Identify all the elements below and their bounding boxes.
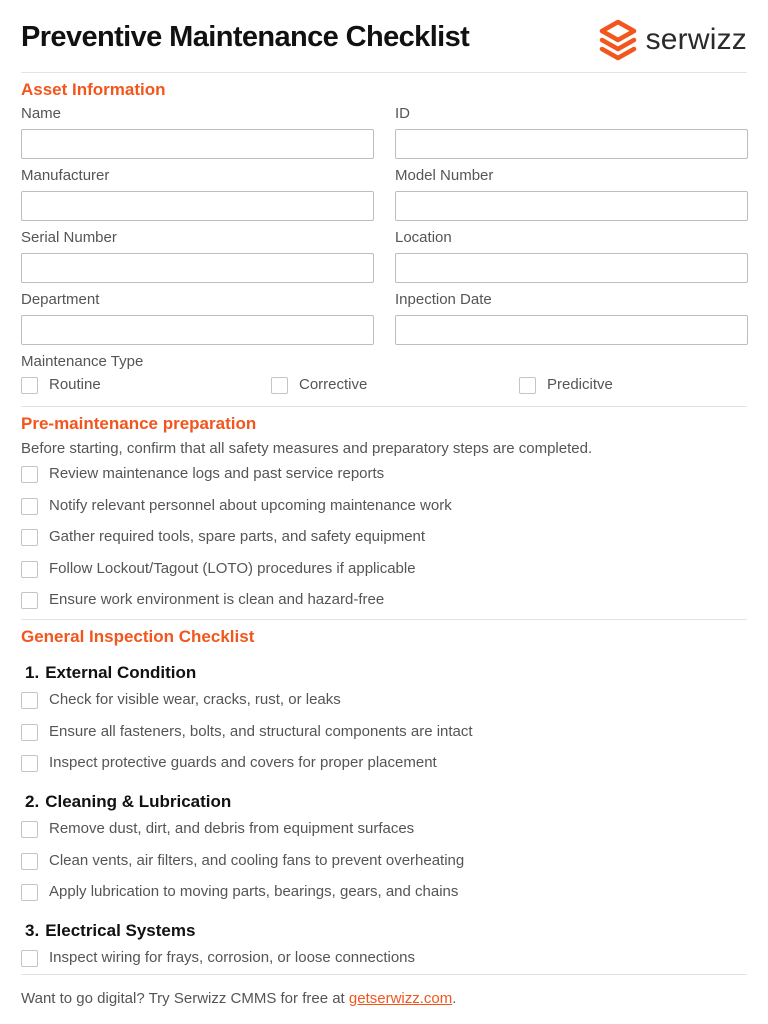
checklist-checkbox[interactable]: [21, 755, 38, 772]
manufacturer-label: Manufacturer: [21, 167, 110, 184]
checklist-item-label: Notify relevant personnel about upcoming maintenance work: [49, 497, 452, 514]
model-number-field[interactable]: [395, 191, 748, 221]
location-field[interactable]: [395, 253, 748, 283]
checklist-item-label: Follow Lockout/Tagout (LOTO) procedures if applicable: [49, 560, 416, 577]
section-title-pre-maintenance: Pre-maintenance preparation: [21, 414, 257, 433]
divider: [21, 406, 747, 407]
checklist-checkbox[interactable]: [21, 884, 38, 901]
checklist-checkbox[interactable]: [21, 498, 38, 515]
checklist-checkbox[interactable]: [21, 692, 38, 709]
footer-text: Want to go digital? Try Serwizz CMMS for free at: [21, 990, 349, 1007]
group-title: External Condition: [45, 663, 197, 682]
section-title-general-inspection: General Inspection Checklist: [21, 627, 255, 646]
group-heading-cleaning-lubrication: [25, 792, 231, 812]
group-number: 3.: [25, 921, 40, 940]
checklist-item-label: Clean vents, air filters, and cooling fans to prevent overheating: [49, 852, 465, 869]
id-field[interactable]: [395, 129, 748, 159]
page-title: Preventive Maintenance Checklist: [21, 21, 470, 53]
checklist-checkbox[interactable]: [21, 853, 38, 870]
group-heading-electrical-systems: [25, 921, 195, 941]
name-field[interactable]: [21, 129, 374, 159]
checklist-item-label: Apply lubrication to moving parts, bearings, gears, and chains: [49, 883, 459, 900]
checklist-item-label: Review maintenance logs and past service reports: [49, 465, 385, 482]
checklist-checkbox[interactable]: [21, 529, 38, 546]
checklist-item-label: Ensure work environment is clean and hazard-free: [49, 591, 385, 608]
location-label: Location: [395, 229, 452, 246]
checklist-checkbox[interactable]: [21, 821, 38, 838]
maintenance-type-label: Maintenance Type: [21, 353, 144, 370]
name-label: Name: [21, 105, 62, 122]
checklist-checkbox[interactable]: [21, 950, 38, 967]
pre-maintenance-intro: Before starting, confirm that all safety measures and preparatory steps are completed.: [21, 440, 593, 457]
predictive-label: Predicitve: [547, 376, 613, 393]
checklist-checkbox[interactable]: [21, 561, 38, 578]
department-label: Department: [21, 291, 100, 308]
checklist-item-label: Inspect protective guards and covers for proper placement: [49, 754, 437, 771]
model-number-label: Model Number: [395, 167, 494, 184]
brand-logo: [596, 18, 747, 62]
brand-name: serwizz: [645, 23, 747, 56]
checklist-checkbox[interactable]: [21, 592, 38, 609]
footer-link[interactable]: getserwizz.com: [348, 990, 453, 1007]
group-title: Electrical Systems: [45, 921, 196, 940]
group-number: 2.: [25, 792, 40, 811]
checklist-item-label: Gather required tools, spare parts, and safety equipment: [49, 528, 426, 545]
checklist-item-label: Check for visible wear, cracks, rust, or leaks: [49, 691, 341, 708]
divider: [21, 974, 747, 975]
checklist-checkbox[interactable]: [21, 466, 38, 483]
predictive-checkbox[interactable]: [519, 377, 536, 394]
routine-label: Routine: [49, 376, 101, 393]
group-heading-external-condition: [25, 663, 196, 683]
checklist-checkbox[interactable]: [21, 724, 38, 741]
section-title-asset-information: Asset Information: [21, 80, 166, 99]
department-field[interactable]: [21, 315, 374, 345]
serial-number-label: Serial Number: [21, 229, 117, 246]
inspection-date-label: Inpection Date: [395, 291, 492, 308]
group-number: 1.: [25, 663, 40, 682]
checklist-item-label: Remove dust, dirt, and debris from equipment surfaces: [49, 820, 415, 837]
group-title: Cleaning & Lubrication: [45, 792, 232, 811]
checklist-item-label: Ensure all fasteners, bolts, and structural components are intact: [49, 723, 473, 740]
serwizz-logo-icon: [596, 18, 640, 62]
divider: [21, 619, 747, 620]
checklist-item-label: Inspect wiring for frays, corrosion, or loose connections: [49, 949, 415, 966]
serial-number-field[interactable]: [21, 253, 374, 283]
routine-checkbox[interactable]: [21, 377, 38, 394]
inspection-date-field[interactable]: [395, 315, 748, 345]
divider: [21, 72, 747, 73]
corrective-checkbox[interactable]: [271, 377, 288, 394]
corrective-label: Corrective: [299, 376, 368, 393]
footer-promo: [21, 990, 456, 1007]
manufacturer-field[interactable]: [21, 191, 374, 221]
page-header: [21, 18, 747, 62]
id-label: ID: [395, 105, 410, 122]
footer-end: .: [452, 990, 457, 1007]
